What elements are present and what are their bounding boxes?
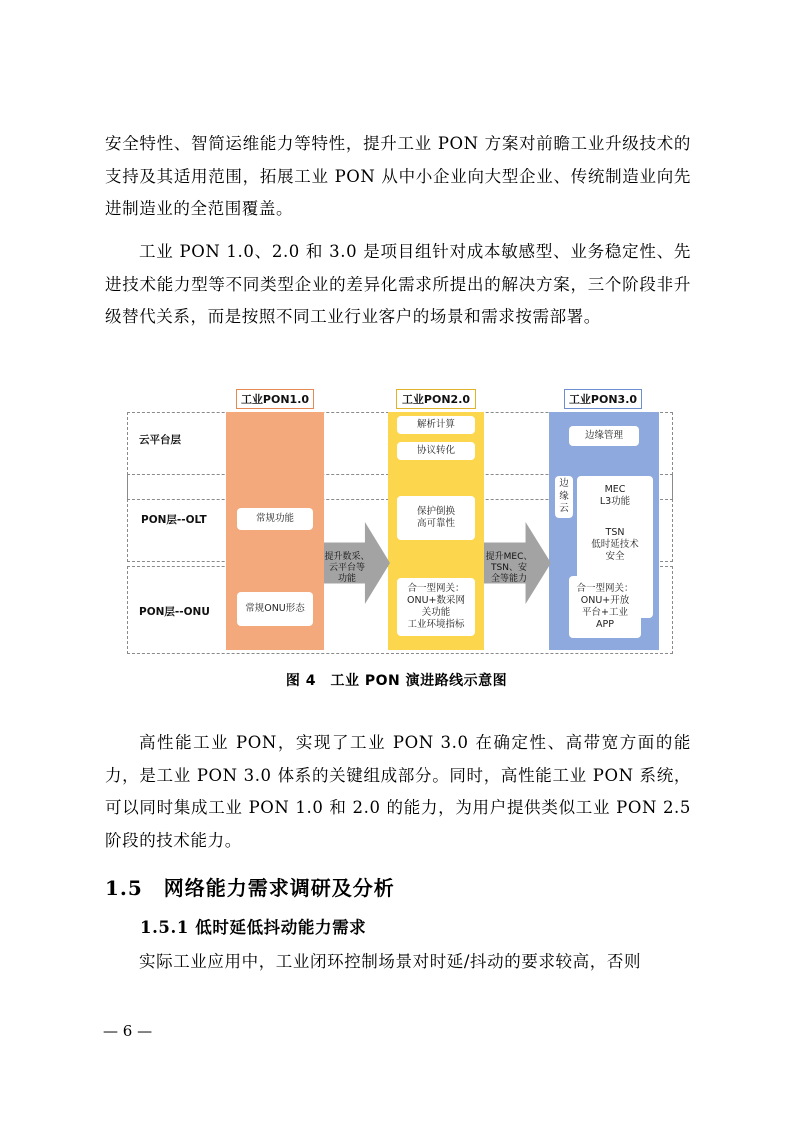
box-converged-gateway-2: 合一型网关： ONU+数采网 关功能 工业环境指标 [397, 578, 475, 636]
paragraph-1: 安全特性、智简运维能力等特性，提升工业 PON 方案对前瞻工业升级技术的支持及其适用范围，拓展工业 PON 从中小企业向大型企业、传统制造业向先进制造业的全范围覆盖。 [105, 134, 691, 218]
paragraph-3: 高性能工业 PON，实现了工业 PON 3.0 在确定性、高带宽方面的能力，是工业 PON 3.0 体系的关键组成部分。同时，高性能工业 PON 系统，可以同时集成工业 PON 1.0 和 2.0 的能力，为用户提供类似工业 PON 2.5 阶段的技术能力。 [105, 733, 691, 850]
column-title-pon1: 工业PON1.0 [236, 389, 314, 409]
layer-label-onu: PON层--ONU [139, 606, 210, 618]
paragraph-2: 工业 PON 1.0、2.0 和 3.0 是项目组针对成本敏感型、业务稳定性、先进技术能力型等不同类型企业的差异化需求所提出的解决方案，三个阶段非升级替代关系，而是按照不同工业行业客户的场景和需求按需部署。 [105, 242, 691, 326]
layer-label-cloud: 云平台层 [139, 434, 181, 446]
box-regular-function: 常规功能 [237, 508, 313, 530]
box-mec: MEC L3功能 [599, 484, 631, 507]
box-edge-management: 边缘管理 [569, 426, 639, 446]
column-title-pon3: 工业PON3.0 [564, 389, 642, 409]
arrow-1-label: 提升数采、 云平台等 功能 [324, 552, 370, 584]
figure-caption: 图 4 工业 PON 演进路线示意图 [285, 673, 508, 689]
box-analysis-compute: 解析计算 [397, 416, 475, 434]
page-number: — 6 — [103, 1022, 153, 1040]
box-edge-cloud: 边 缘 云 [555, 476, 573, 518]
layer-label-olt: PON层--OLT [141, 514, 207, 526]
arrow-2-label: 提升MEC、 TSN、安 全等能力 [485, 552, 533, 584]
box-regular-onu: 常规ONU形态 [237, 592, 313, 626]
evolution-diagram [105, 380, 691, 662]
box-protocol-conversion: 协议转化 [397, 442, 475, 460]
box-protection-switch: 保护倒换 高可靠性 [397, 496, 475, 540]
section-heading: 1.5 网络能力需求调研及分析 [105, 876, 395, 900]
box-converged-gateway-3: 合一型网关： ONU+开放 平台+工业 APP [569, 576, 641, 638]
box-tsn: TSN 低时延技术 安全 [591, 527, 639, 562]
column-title-pon2: 工业PON2.0 [396, 389, 476, 409]
paragraph-4: 实际工业应用中，工业闭环控制场景对时延/抖动的要求较高，否则 [139, 952, 642, 971]
subsection-heading: 1.5.1 低时延低抖动能力需求 [140, 918, 367, 937]
